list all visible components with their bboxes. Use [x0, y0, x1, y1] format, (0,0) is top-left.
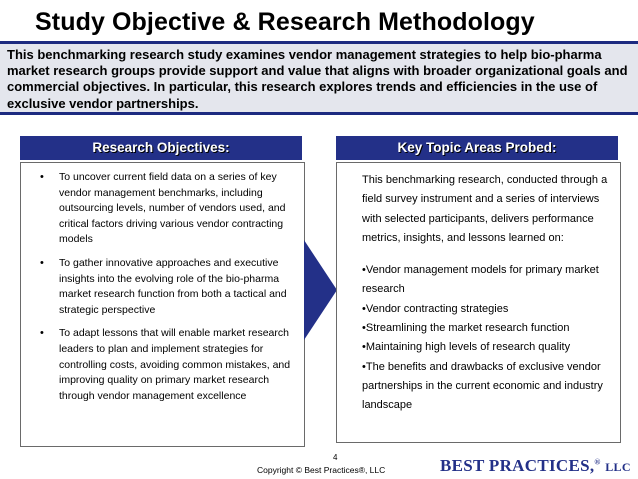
- intro-divider: [0, 112, 638, 115]
- copyright: Copyright © Best Practices®, LLC: [257, 465, 386, 475]
- list-item: •Streamlining the market research function: [362, 322, 570, 335]
- objective-text: To adapt lessons that will enable market research leaders to plan and implement strategies for controlling costs, avoiding common mistakes, and improving quality on primary market research through vendor management excellence: [59, 327, 291, 402]
- bullet-icon: •: [40, 327, 44, 340]
- list-item: •Vendor contracting strategies: [362, 302, 509, 315]
- logo-llc: LLC: [605, 460, 631, 474]
- list-item: •Vendor management models for primary market research: [362, 264, 599, 296]
- list-item: •Maintaining high levels of research quality: [362, 341, 571, 354]
- logo-text: BEST PRACTICES,: [440, 456, 595, 475]
- list-item: [21, 170, 304, 248]
- bullet-icon: •: [40, 256, 44, 269]
- list-item: •The benefits and drawbacks of exclusive vendor partnerships in the current economic and industry landscape: [362, 360, 603, 412]
- page-number: 4: [333, 453, 338, 462]
- topics-list: [362, 261, 614, 415]
- research-objectives-panel: [20, 162, 305, 447]
- objectives-list: [21, 170, 304, 404]
- key-topics-panel: [336, 162, 621, 443]
- page-title: Study Objective & Research Methodology: [35, 8, 535, 36]
- objective-text: To uncover current field data on a series of key vendor management benchmarks, including outsourcing levels, number of vendors used, and critical factors driving various vendor contracting models: [59, 171, 286, 246]
- key-topics-header: Key Topic Areas Probed:: [336, 136, 618, 160]
- chevron-right-icon: [303, 240, 339, 340]
- list-item: [21, 256, 304, 318]
- bullet-icon: •: [40, 171, 44, 183]
- research-objectives-header: Research Objectives:: [20, 136, 302, 160]
- company-logo: [440, 456, 631, 476]
- registered-mark: ®: [594, 457, 601, 467]
- list-item: [21, 326, 304, 404]
- intro-paragraph: This benchmarking research study examines vendor management strategies to help bio-pharma market research groups provide support and value that aligns with broader organizational goals and commercial objectives. In particular, this research explores trends and efficiencies in the use of exclusive vendor partnerships.: [0, 44, 638, 112]
- objective-text: To gather innovative approaches and executive insights into the evolving role of the bio-pharma market research function from both a tactical and strategic perspective: [59, 256, 287, 316]
- topics-intro: This benchmarking research, conducted through a field survey instrument and a series of interviews with selected participants, delivers performance metrics, insights, and lessons learned on:: [362, 174, 608, 244]
